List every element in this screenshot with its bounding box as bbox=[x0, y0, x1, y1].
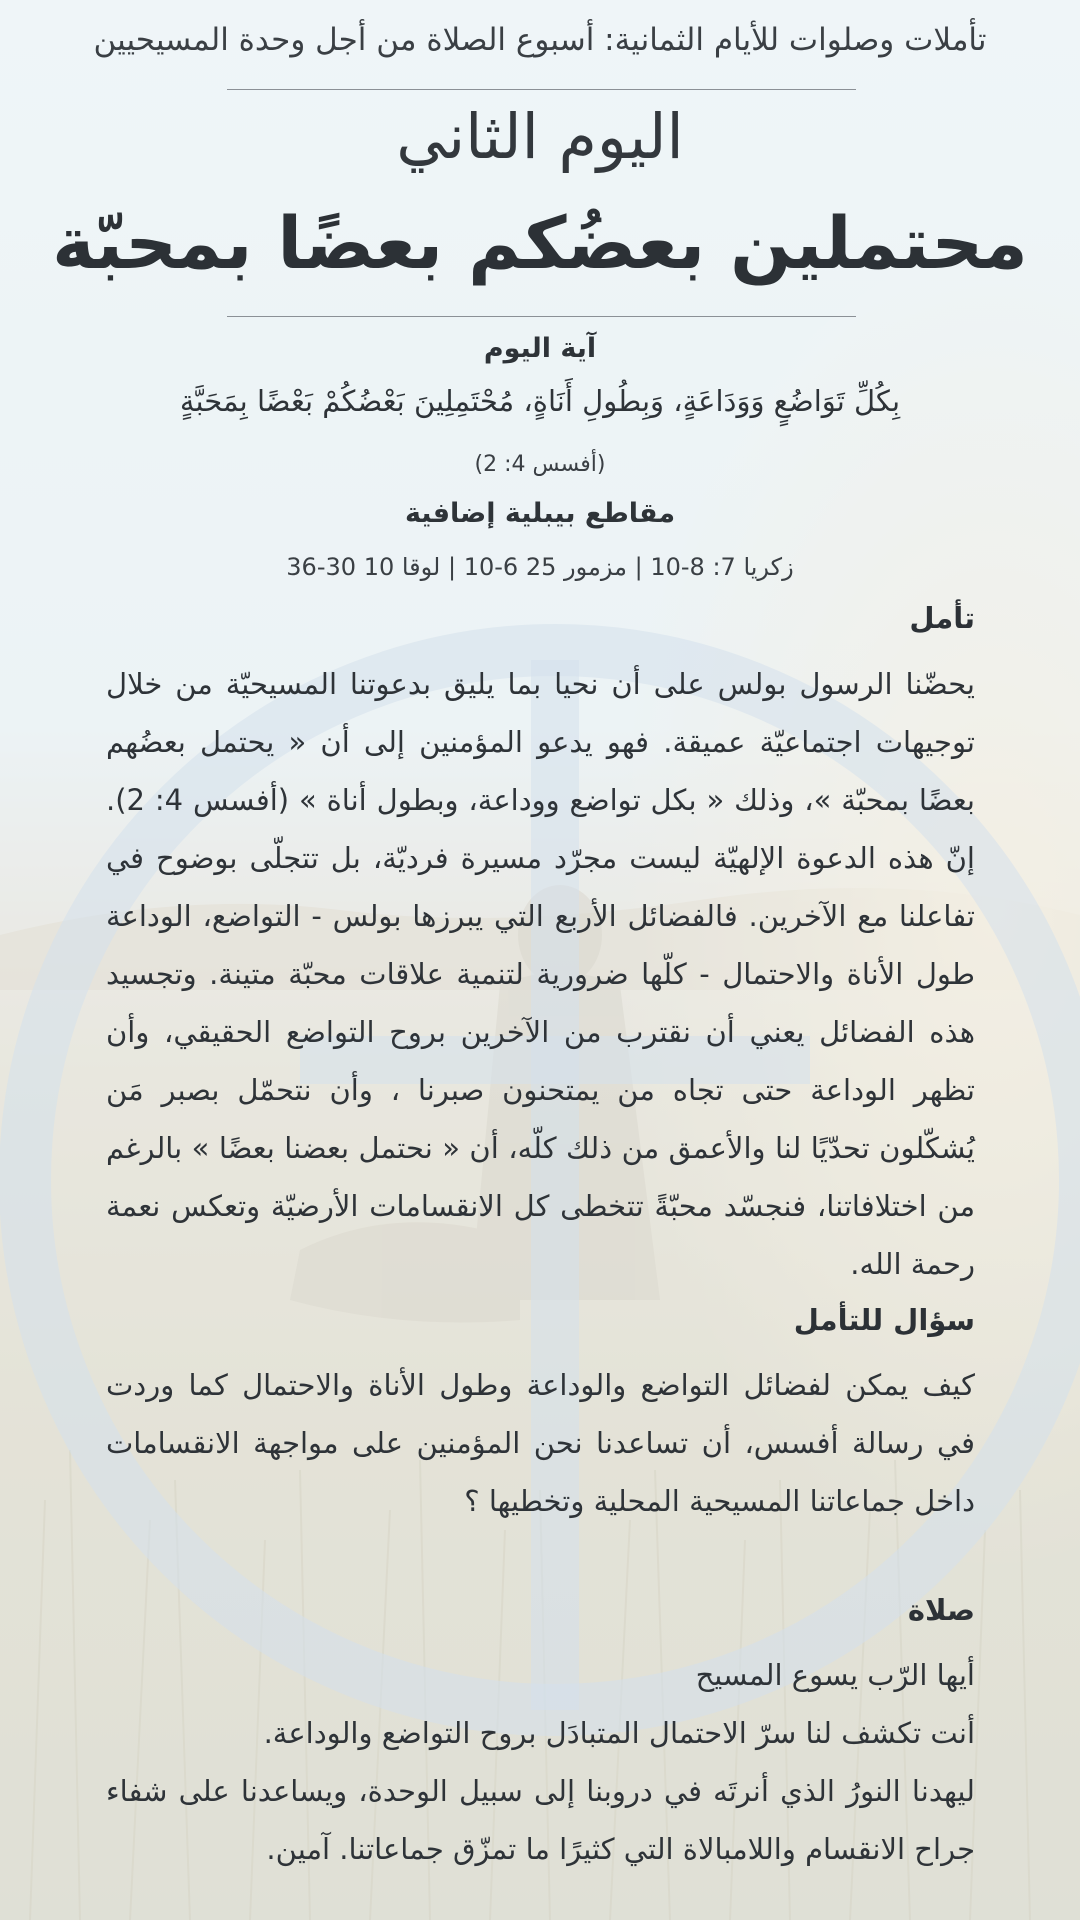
reflection-heading: تأمل bbox=[909, 601, 975, 635]
prayer-text bbox=[106, 1646, 975, 1878]
prayer-heading: صلاة bbox=[907, 1593, 975, 1627]
prayer-line: ليهدنا النورُ الذي أنرتَه في دروبنا إلى سبيل الوحدة، ويساعدنا على شفاء جراح الانقسام واللامبالاة التي كثيرًا ما تمزّق جماعاتنا. آمين. bbox=[106, 1774, 975, 1866]
series-title: تأملات وصلوات للأيام الثمانية: أسبوع الصلاة من أجل وحدة المسيحيين bbox=[93, 22, 987, 58]
verse-heading: آية اليوم bbox=[483, 333, 597, 364]
prayer-line: أيها الرّب يسوع المسيح bbox=[695, 1658, 975, 1692]
day-theme-title: محتملين بعضُكم بعضًا بمحبّة bbox=[52, 201, 1028, 285]
verse-text: بِكُلِّ تَوَاضُعٍ وَوَدَاعَةٍ، وَبِطُولِ أَنَاةٍ، مُحْتَمِلِينَ بَعْضُكُمْ بَعْضًا بِمَحَبَّةٍ bbox=[179, 384, 901, 418]
divider-bottom bbox=[227, 316, 856, 317]
additional-passages-heading: مقاطع بيبلية إضافية bbox=[404, 498, 676, 529]
question-heading: سؤال للتأمل bbox=[793, 1303, 975, 1337]
divider-top bbox=[227, 89, 856, 90]
prayer-line: أنت تكشف لنا سرّ الاحتمال المتبادَل بروح التواضع والوداعة. bbox=[263, 1716, 975, 1750]
question-text: كيف يمكن لفضائل التواضع والوداعة وطول الأناة والاحتمال كما وردت في رسالة أفسس، أن تساعدنا نحن المؤمنين على مواجهة الانقسامات داخل جماعاتنا المسيحية المحلية وتخطيها ؟ bbox=[106, 1368, 975, 1518]
verse-reference: (أفسس 4: 2) bbox=[474, 452, 606, 477]
reflection-text: يحضّنا الرسول بولس على أن نحيا بما يليق بدعوتنا المسيحيّة من خلال توجيهات اجتماعيّة عميقة. فهو يدعو المؤمنين إلى أن « يحتمل بعضُهم بعضًا بمحبّة »، وذلك « بكل تواضع ووداعة، وبطول أناة » (أفسس 4: 2). إنّ هذه الدعوة الإلهيّة ليست مجرّد مسيرة فرديّة، بل تتجلّى بوضوح في تفاعلنا مع الآخرين. فالفضائل الأربع التي يبرزها بولس - التواضع، الوداعة طول الأناة والاحتمال - كلّها ضرورية لتنمية علاقات محبّة متينة. وتجسيد هذه الفضائل يعني أن نقترب من الآخرين بروح التواضع الحقيقي، وأن تظهر الوداعة حتى تجاه من يمتحنون صبرنا ، وأن نتحمّل بصبر مَن يُشكّلون تحدّيًا لنا والأعمق من ذلك كلّه، أن « نحتمل بعضنا بعضًا » بالرغم من اختلافاتنا، فنجسّد محبّةً تتخطى كل الانقسامات الأرضيّة وتعكس نعمة رحمة الله. bbox=[106, 667, 975, 1281]
additional-passages-references: زكريا 7: 8-10 | مزمور 25 6-10 | لوقا 10 30-36 bbox=[286, 553, 794, 581]
day-label: اليوم الثاني bbox=[396, 100, 684, 173]
